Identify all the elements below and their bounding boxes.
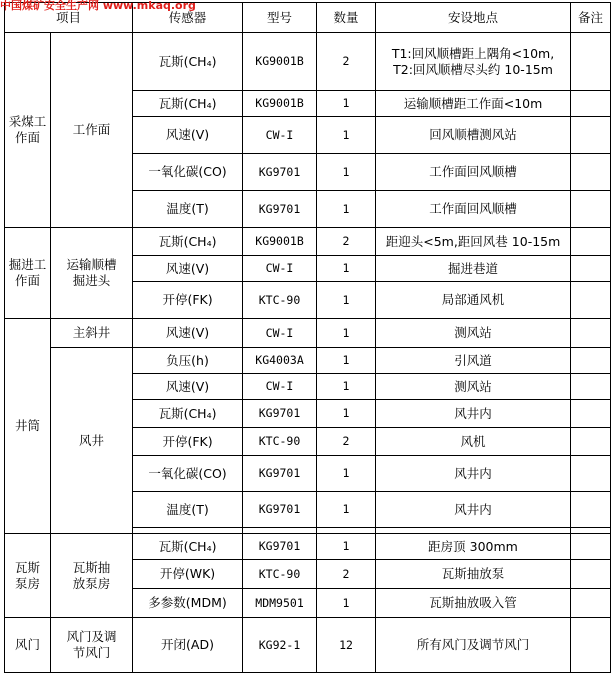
subsection-line: 放泵房 bbox=[72, 575, 111, 591]
header-model: 型号 bbox=[243, 3, 317, 33]
table-row bbox=[5, 534, 611, 560]
qty-cell: 12 bbox=[317, 618, 376, 673]
qty-cell: 1 bbox=[317, 348, 376, 374]
location-cell: 风井内 bbox=[376, 492, 571, 528]
subsection-heading bbox=[51, 228, 133, 319]
location-cell: 运输顺槽距工作面<10m bbox=[376, 91, 571, 117]
sensor-cell: 温度(T) bbox=[133, 492, 243, 528]
location-cell bbox=[376, 33, 571, 91]
note-cell bbox=[571, 228, 611, 256]
sensor-cell: 温度(T) bbox=[133, 191, 243, 228]
model-cell: KG9701 bbox=[243, 456, 317, 492]
qty-cell: 1 bbox=[317, 534, 376, 560]
model-cell: CW-I bbox=[243, 117, 317, 154]
subsection-line: 运输顺槽 bbox=[66, 257, 117, 273]
note-cell bbox=[571, 492, 611, 528]
qty-cell: 1 bbox=[317, 589, 376, 618]
model-cell: KG9001B bbox=[243, 91, 317, 117]
note-cell bbox=[571, 456, 611, 492]
model-cell: CW-I bbox=[243, 319, 317, 348]
model-cell: KG9001B bbox=[243, 33, 317, 91]
header-sensor: 传感器 bbox=[133, 3, 243, 33]
qty-cell: 1 bbox=[317, 154, 376, 191]
model-cell: CW-I bbox=[243, 256, 317, 282]
model-cell: KTC-90 bbox=[243, 560, 317, 589]
qty-cell: 2 bbox=[317, 560, 376, 589]
note-cell bbox=[571, 428, 611, 456]
section-name-line: 泵房 bbox=[14, 575, 40, 591]
sensor-cell: 开停(WK) bbox=[133, 560, 243, 589]
note-cell bbox=[571, 319, 611, 348]
qty-cell: 2 bbox=[317, 428, 376, 456]
location-cell: 引风道 bbox=[376, 348, 571, 374]
header-location: 安设地点 bbox=[376, 3, 571, 33]
model-cell: KG4003A bbox=[243, 348, 317, 374]
qty-cell: 1 bbox=[317, 282, 376, 319]
section-shaft: 井筒 bbox=[5, 319, 51, 534]
model-cell: KG9001B bbox=[243, 228, 317, 256]
note-cell bbox=[571, 117, 611, 154]
sensor-cell: 风速(V) bbox=[133, 374, 243, 400]
sensor-cell: 瓦斯(CH₄) bbox=[133, 400, 243, 428]
location-cell: 测风站 bbox=[376, 319, 571, 348]
sensor-cell: 瓦斯(CH₄) bbox=[133, 534, 243, 560]
note-cell bbox=[571, 374, 611, 400]
location-cell: 瓦斯抽放泵 bbox=[376, 560, 571, 589]
model-cell: KTC-90 bbox=[243, 428, 317, 456]
sensor-installation-table bbox=[4, 2, 611, 673]
model-cell: KG9701 bbox=[243, 492, 317, 528]
location-cell: 距迎头<5m,距回风巷 10-15m bbox=[376, 228, 571, 256]
header-qty: 数量 bbox=[317, 3, 376, 33]
note-cell bbox=[571, 282, 611, 319]
sensor-cell: 多参数(MDM) bbox=[133, 589, 243, 618]
location-cell: 距房顶 300mm bbox=[376, 534, 571, 560]
location-cell: 测风站 bbox=[376, 374, 571, 400]
qty-cell: 1 bbox=[317, 456, 376, 492]
location-cell: 风机 bbox=[376, 428, 571, 456]
location-cell: 风井内 bbox=[376, 400, 571, 428]
location-cell: 工作面回风顺槽 bbox=[376, 191, 571, 228]
section-name-line: 作面 bbox=[14, 273, 40, 288]
subsection-air-doors bbox=[51, 618, 133, 673]
qty-cell: 1 bbox=[317, 492, 376, 528]
qty-cell: 1 bbox=[317, 256, 376, 282]
note-cell bbox=[571, 400, 611, 428]
location-cell: 所有风门及调节风门 bbox=[376, 618, 571, 673]
sensor-cell: 开停(FK) bbox=[133, 282, 243, 319]
note-cell bbox=[571, 33, 611, 91]
model-cell: KTC-90 bbox=[243, 282, 317, 319]
model-cell: KG9701 bbox=[243, 154, 317, 191]
note-cell bbox=[571, 91, 611, 117]
section-name-line: 瓦斯 bbox=[14, 559, 40, 575]
note-cell bbox=[571, 348, 611, 374]
header-note: 备注 bbox=[571, 3, 611, 33]
note-cell bbox=[571, 618, 611, 673]
sensor-cell: 瓦斯(CH₄) bbox=[133, 33, 243, 91]
qty-cell: 1 bbox=[317, 374, 376, 400]
location-line: T2:回风顺槽尽头约 10-15m bbox=[393, 61, 553, 77]
subsection-main-incline: 主斜井 bbox=[51, 319, 133, 348]
table-row bbox=[5, 618, 611, 673]
watermark-text: 中国煤矿安全生产网 www.mkaq.org bbox=[0, 0, 196, 12]
qty-cell: 1 bbox=[317, 319, 376, 348]
location-cell: 工作面回风顺槽 bbox=[376, 154, 571, 191]
subsection-line: 节风门 bbox=[72, 645, 111, 660]
section-gas-pump-house bbox=[5, 534, 51, 618]
note-cell bbox=[571, 589, 611, 618]
qty-cell: 2 bbox=[317, 33, 376, 91]
sensor-cell: 开停(FK) bbox=[133, 428, 243, 456]
model-cell: KG9701 bbox=[243, 191, 317, 228]
subsection-air-shaft: 风井 bbox=[51, 348, 133, 534]
sensor-cell: 风速(V) bbox=[133, 256, 243, 282]
subsection-gas-drainage bbox=[51, 534, 133, 618]
sensor-cell: 一氧化碳(CO) bbox=[133, 154, 243, 191]
qty-cell: 1 bbox=[317, 117, 376, 154]
subsection-line: 掘进头 bbox=[72, 273, 111, 288]
sensor-cell: 瓦斯(CH₄) bbox=[133, 228, 243, 256]
model-cell: KG9701 bbox=[243, 534, 317, 560]
sensor-cell: 开闭(AD) bbox=[133, 618, 243, 673]
table-row bbox=[5, 348, 611, 374]
qty-cell: 2 bbox=[317, 228, 376, 256]
section-coal-face bbox=[5, 33, 51, 228]
model-cell: MDM9501 bbox=[243, 589, 317, 618]
location-cell: 掘进巷道 bbox=[376, 256, 571, 282]
note-cell bbox=[571, 560, 611, 589]
table-row bbox=[5, 33, 611, 91]
location-cell: 风井内 bbox=[376, 456, 571, 492]
subsection-working-face: 工作面 bbox=[51, 33, 133, 228]
note-cell bbox=[571, 154, 611, 191]
note-cell bbox=[571, 534, 611, 560]
sensor-cell: 瓦斯(CH₄) bbox=[133, 91, 243, 117]
location-line: T1:回风顺槽距上隅角<10m, bbox=[391, 45, 555, 61]
qty-cell: 1 bbox=[317, 191, 376, 228]
note-cell bbox=[571, 256, 611, 282]
location-cell: 回风顺槽测风站 bbox=[376, 117, 571, 154]
qty-cell: 1 bbox=[317, 91, 376, 117]
section-air-door: 风门 bbox=[5, 618, 51, 673]
note-cell bbox=[571, 191, 611, 228]
section-name-line: 作面 bbox=[14, 130, 40, 145]
table-row bbox=[5, 319, 611, 348]
section-heading-face bbox=[5, 228, 51, 319]
table-row bbox=[5, 228, 611, 256]
model-cell: KG92-1 bbox=[243, 618, 317, 673]
location-cell: 局部通风机 bbox=[376, 282, 571, 319]
location-cell: 瓦斯抽放吸入管 bbox=[376, 589, 571, 618]
model-cell: CW-I bbox=[243, 374, 317, 400]
qty-cell: 1 bbox=[317, 400, 376, 428]
section-name-line: 掘进工 bbox=[8, 257, 47, 273]
model-cell: KG9701 bbox=[243, 400, 317, 428]
subsection-line: 瓦斯抽 bbox=[72, 559, 111, 575]
sensor-cell: 一氧化碳(CO) bbox=[133, 456, 243, 492]
sensor-cell: 风速(V) bbox=[133, 319, 243, 348]
sensor-cell: 风速(V) bbox=[133, 117, 243, 154]
header-project: 项目 bbox=[5, 3, 133, 33]
sensor-cell: 负压(h) bbox=[133, 348, 243, 374]
subsection-line: 风门及调 bbox=[66, 629, 117, 645]
section-name-line: 采煤工 bbox=[8, 114, 47, 130]
